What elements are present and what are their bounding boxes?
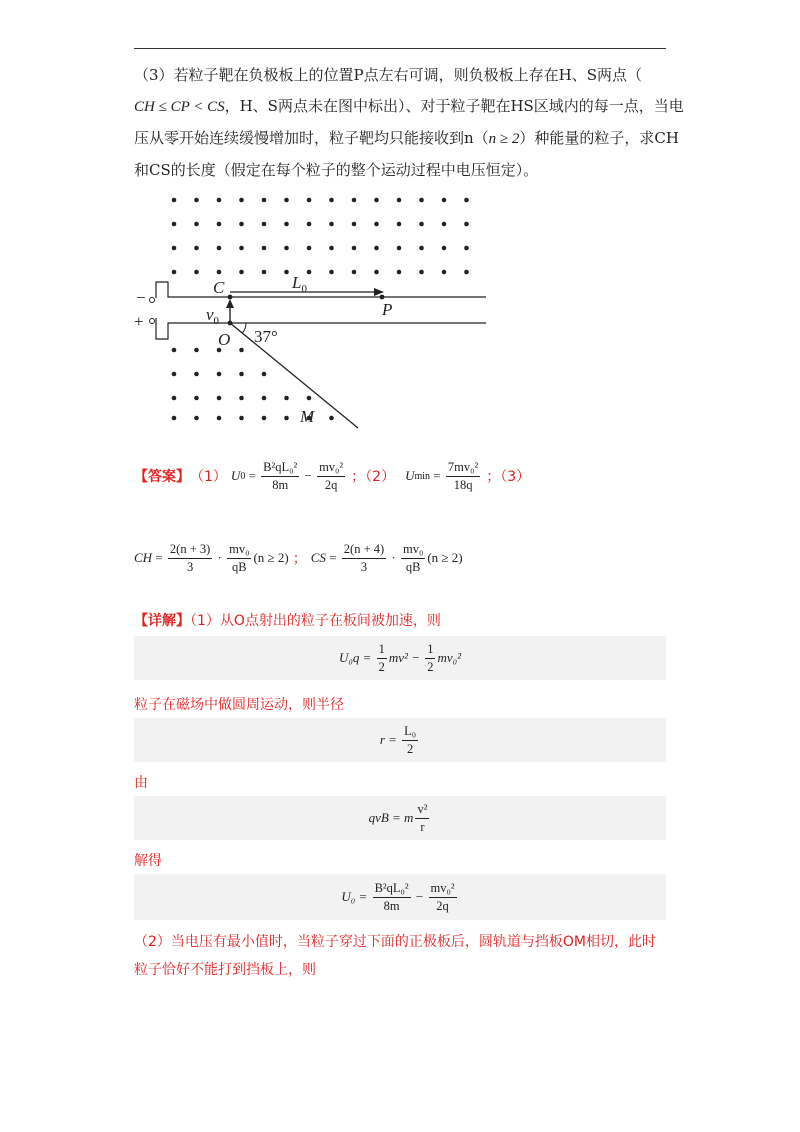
velocity-arrow-head (226, 299, 234, 308)
field-dot (239, 198, 244, 203)
field-dot (217, 198, 222, 203)
point-c (228, 295, 233, 300)
physics-diagram (134, 190, 494, 430)
detail-tag: 【详解】 (134, 613, 190, 629)
detail-text-5: （2）当电压有最小值时，当粒子穿过下面的正极板后，圆轨道与挡板OM相切，此时 粒子恰好不能打到挡板上，则 (134, 934, 657, 978)
detail-eq-energy: U₀q = $\frac{1}{2}$ mv² − $\frac{1}{2}$ mv₀² (134, 636, 666, 680)
field-dot (329, 198, 334, 203)
answer-eq-cs: CS = $\frac{2(n + 4)}{3}$ · $\frac{\text{mv₀}}{qB}$ (n ≥ 2) (310, 541, 463, 574)
field-dot (419, 246, 424, 251)
field-dot (239, 396, 244, 401)
baffle-om (230, 323, 358, 428)
field-dot (194, 416, 199, 421)
field-dot (374, 270, 379, 275)
field-dot (284, 246, 289, 251)
field-dot (307, 246, 312, 251)
label-o: O (218, 330, 231, 349)
field-dot (329, 416, 334, 421)
field-dot (442, 246, 447, 251)
field-dot (329, 270, 334, 275)
field-dot (284, 222, 289, 227)
detail-text-2: 粒子在磁场中做圆周运动，则半径 (134, 697, 344, 713)
field-dot (419, 222, 424, 227)
field-dot (307, 270, 312, 275)
field-dot (217, 372, 222, 377)
field-dot (172, 372, 177, 377)
field-dot (217, 396, 222, 401)
field-dot (374, 246, 379, 251)
field-dot (464, 198, 469, 203)
label-minus: − (136, 288, 146, 307)
point-p (380, 295, 385, 300)
question-line-3: 压从零开始连续缓慢增加时，粒子靶均只能接收到n（n ≥ 2）种能量的粒子，求CH (134, 129, 679, 147)
detail-eq-radius: r = $\frac{\text{L₀}}{2}$ (134, 718, 666, 762)
question-line-1: （3）若粒子靶在负极板上的位置P点左右可调，则负极板上存在H、S两点（ (134, 66, 642, 84)
question-line-2: CH ≤ CP < CS，H、S两点未在图中标出）、对于粒子靶在HS区域内的每一点，当电 (134, 97, 684, 115)
field-dot (217, 222, 222, 227)
field-dot (172, 348, 177, 353)
question-line-4: 和CS的长度（假定在每个粒子的整个运动过程中电压恒定）。 (134, 161, 539, 179)
field-dot (442, 198, 447, 203)
field-dot (172, 270, 177, 275)
field-dot (239, 270, 244, 275)
field-dot (172, 246, 177, 251)
magnetic-field-dots (172, 198, 469, 421)
field-dot (329, 222, 334, 227)
field-dot (397, 270, 402, 275)
label-v0: $v_0$ (206, 305, 220, 327)
field-dot (217, 416, 222, 421)
field-dot (374, 222, 379, 227)
field-dot (329, 246, 334, 251)
field-dot (419, 270, 424, 275)
field-dot (172, 396, 177, 401)
field-dot (172, 416, 177, 421)
field-dot (442, 270, 447, 275)
field-dot (352, 246, 357, 251)
point-o (228, 321, 233, 326)
field-dot (194, 246, 199, 251)
field-dot (194, 198, 199, 203)
field-dot (307, 396, 312, 401)
field-dot (239, 416, 244, 421)
field-dot (307, 198, 312, 203)
field-dot (239, 246, 244, 251)
field-dot (194, 222, 199, 227)
label-plus: + (134, 312, 144, 331)
top-rule (134, 48, 666, 49)
field-dot (374, 198, 379, 203)
field-dot (352, 270, 357, 275)
answer-line-1: 【答案】 （1） U 0 = $\frac{\text{B²qL₀²}}{8m}$ − $\frac{\text{mv₀²}}{2q}$ ；（2） U min = $\frac{\text{7mv₀²}}{18q}$ ；（3） (134, 459, 531, 492)
label-l0: $L_0$ (292, 273, 307, 295)
detail-intro: 【详解】（1）从O点射出的粒子在板间被加速，则 (134, 613, 441, 629)
field-dot (194, 270, 199, 275)
field-dot (352, 198, 357, 203)
angle-arc (242, 323, 246, 333)
field-dot (307, 222, 312, 227)
field-dot (239, 372, 244, 377)
field-dot (239, 222, 244, 227)
negative-terminal (150, 298, 155, 303)
field-dot (194, 396, 199, 401)
positive-terminal (150, 319, 155, 324)
field-dot (284, 396, 289, 401)
answer-block (134, 440, 666, 588)
field-dot (397, 198, 402, 203)
field-dot (262, 198, 267, 203)
field-dot (262, 246, 267, 251)
answer-line-2: CH = $\frac{2(n + 3)}{3}$ · $\frac{\text{mv₀}}{qB}$ (n ≥ 2) ； CS = $\frac{2(n + 4)}{3}$ · $\frac{\text{mv₀}}{qB}$ (n ≥ 2) (134, 541, 463, 574)
field-dot (262, 270, 267, 275)
detail-eq-force: qvB = m $\frac{\text{v²}}{r}$ (134, 796, 666, 840)
field-dot (262, 372, 267, 377)
field-dot (172, 222, 177, 227)
question-text (134, 60, 684, 186)
answer-eq-1: U 0 = $\frac{\text{B²qL₀²}}{8m}$ − $\frac{\text{mv₀²}}{2q}$ (230, 459, 344, 492)
field-dot (194, 372, 199, 377)
detail-text-4: 解得 (134, 853, 162, 869)
field-dot (284, 198, 289, 203)
field-dot (262, 222, 267, 227)
field-dot (262, 396, 267, 401)
field-dot (172, 198, 177, 203)
answer-eq-ch: CH = $\frac{2(n + 3)}{3}$ · $\frac{\text{mv₀}}{qB}$ (n ≥ 2) (134, 541, 289, 574)
label-c: C (213, 278, 225, 297)
label-angle: 37° (254, 327, 278, 346)
field-dot (217, 246, 222, 251)
field-dot (397, 246, 402, 251)
label-p: P (382, 300, 393, 319)
field-dot (262, 416, 267, 421)
detail-text-3: 由 (134, 775, 148, 791)
field-dot (464, 222, 469, 227)
field-dot (464, 246, 469, 251)
field-dot (352, 222, 357, 227)
field-dot (284, 416, 289, 421)
answer-eq-2: U min = $\frac{\text{7mv₀²}}{18q}$ (405, 459, 479, 492)
field-dot (442, 222, 447, 227)
answer-tag: 【答案】 (134, 469, 190, 485)
label-m: M (300, 407, 315, 426)
field-dot (284, 270, 289, 275)
field-dot (397, 222, 402, 227)
detail-eq-result: U₀ = $\frac{\text{B²qL₀²}}{8m}$ − $\frac{\text{mv₀²}}{2q}$ (134, 874, 666, 920)
field-dot (464, 270, 469, 275)
field-dot (194, 348, 199, 353)
field-dot (217, 270, 222, 275)
field-dot (419, 198, 424, 203)
field-dot (239, 348, 244, 353)
